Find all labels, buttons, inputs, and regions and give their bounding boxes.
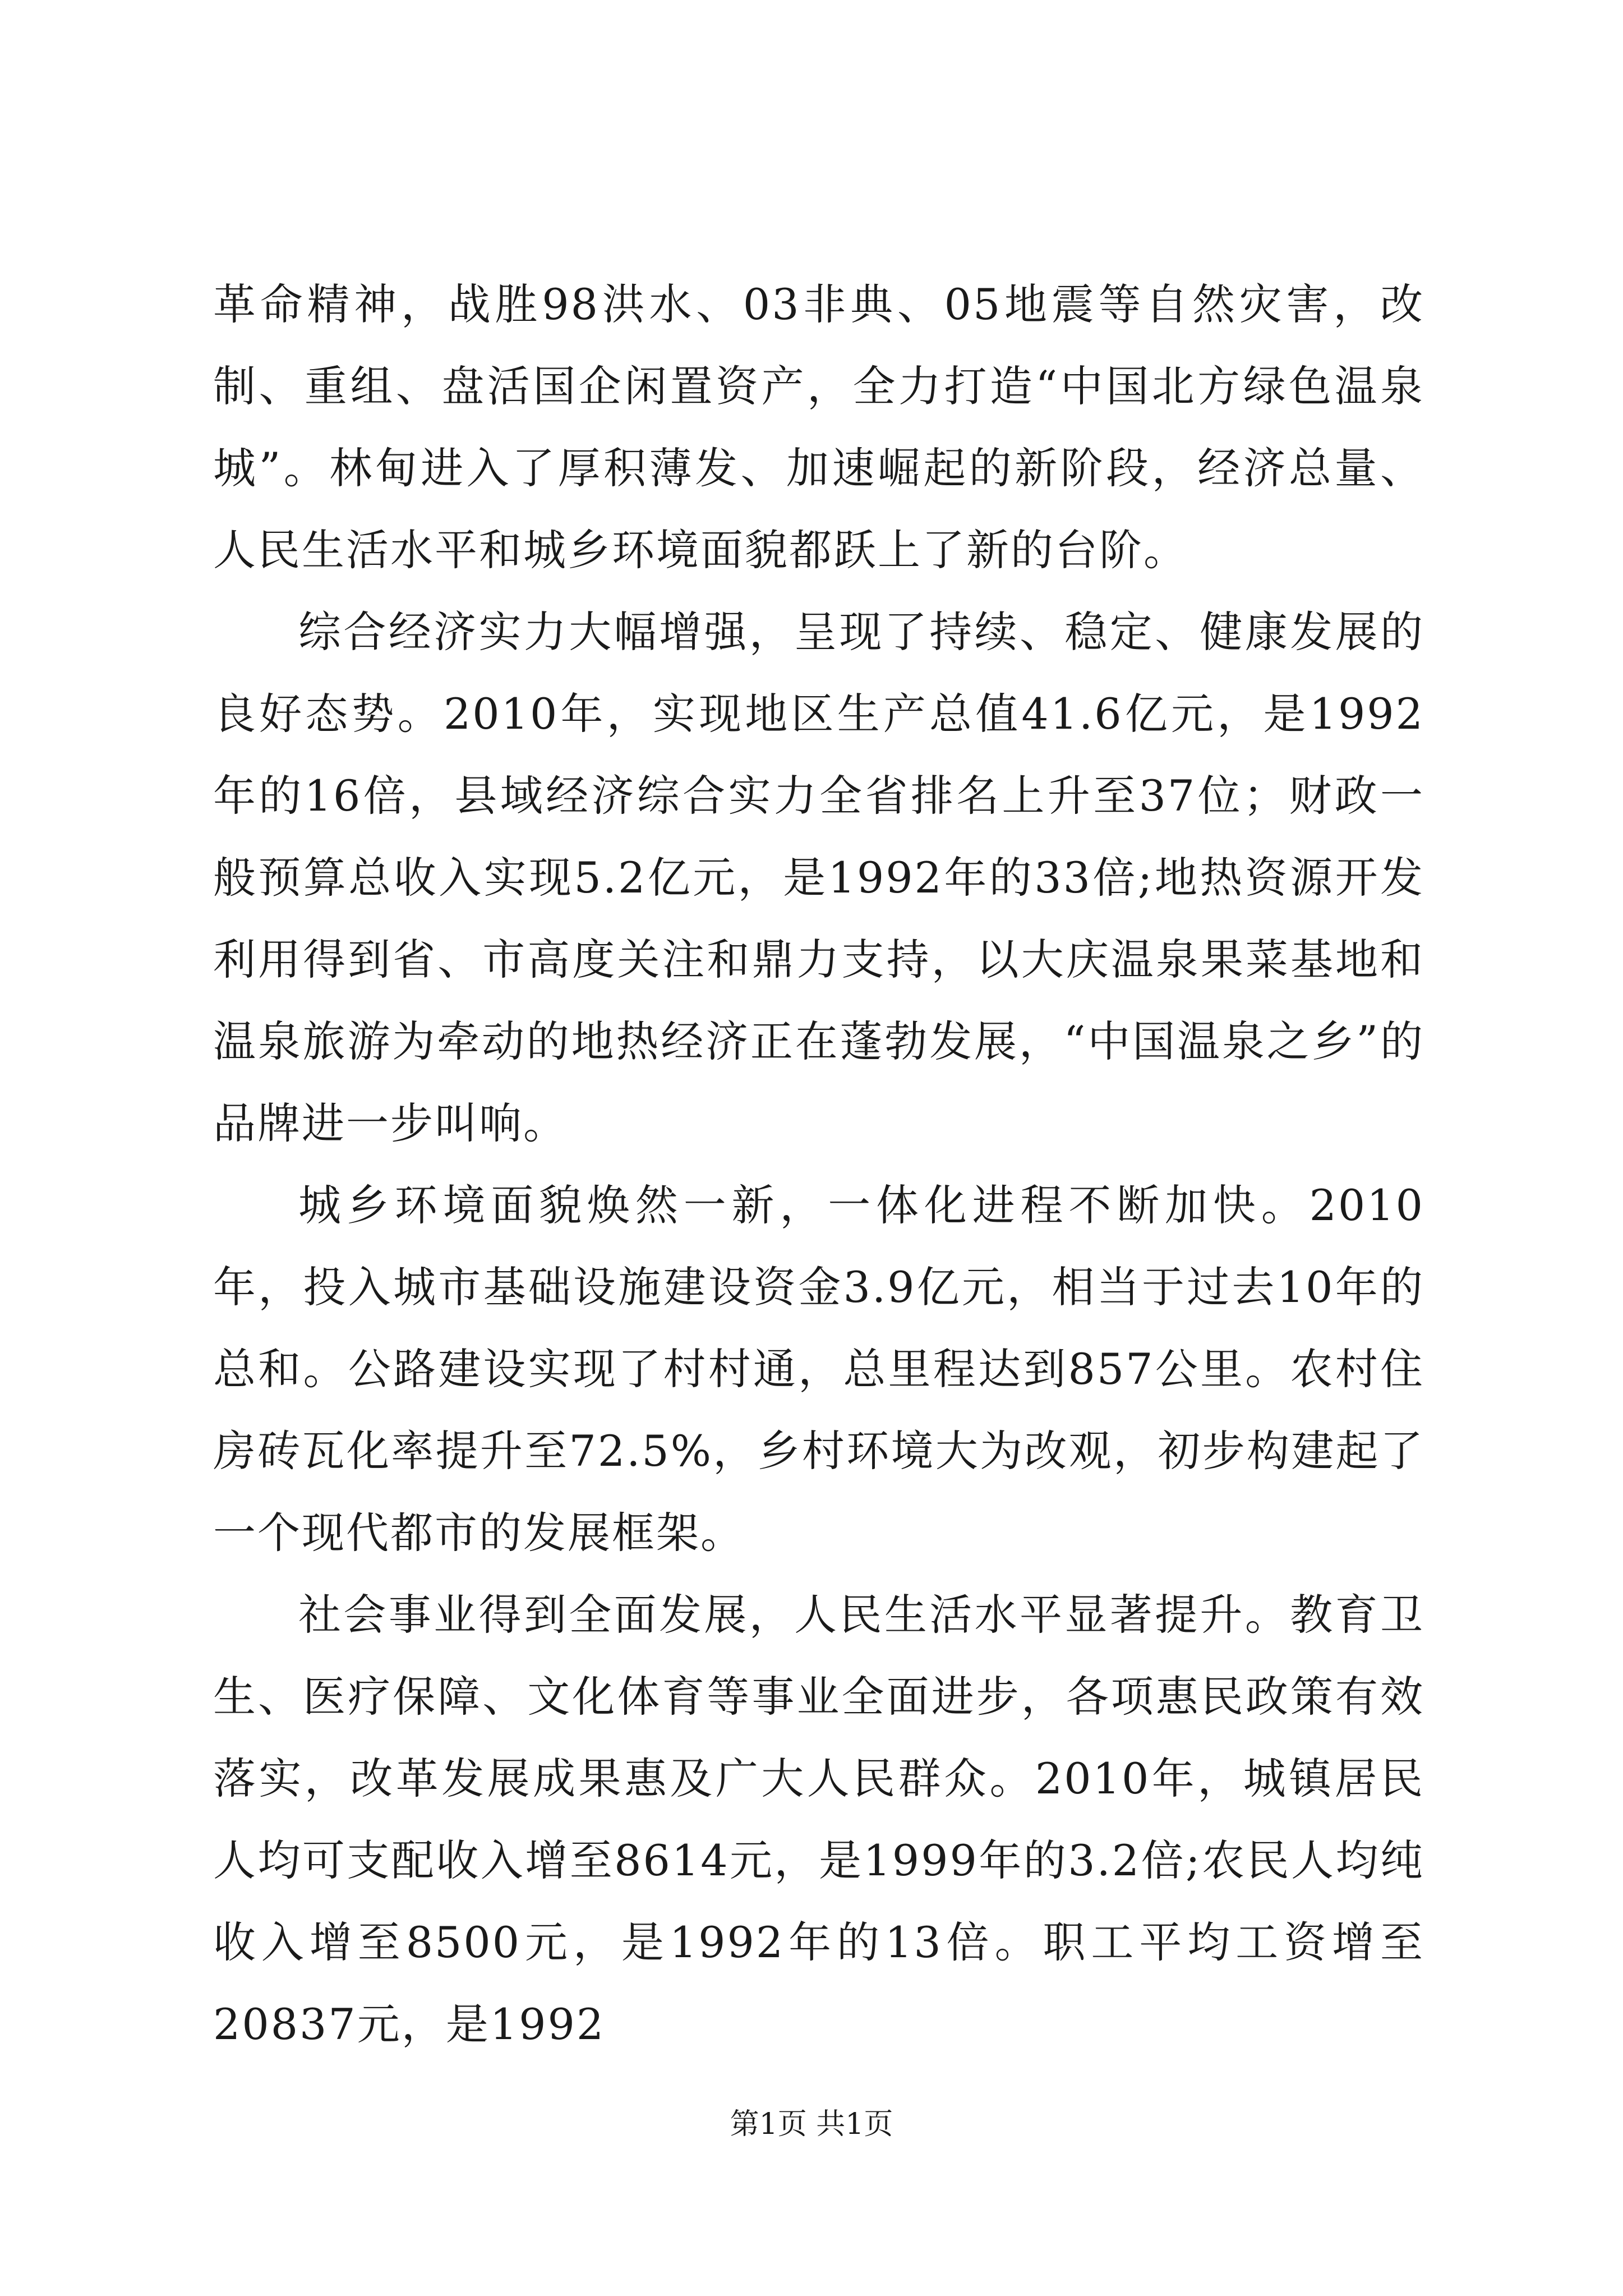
paragraph-economy: 综合经济实力大幅增强，呈现了持续、稳定、健康发展的良好态势。2010年，实现地区生产总值41.6亿元，是1992年的16倍，县域经济综合实力全省排名上升至37位；财政一般预算总收入实现5.2亿元，是1992年的33倍;地热资源开发利用得到省、市高度关注和鼎力支持，以大庆温泉果菜基地和温泉旅游为牵动的地热经济正在蓬勃发展，“中国温泉之乡”的品牌进一步叫响。 (213, 607, 1424, 1148)
document-body (213, 264, 1424, 2065)
paragraph-social: 社会事业得到全面发展，人民生活水平显著提升。教育卫生、医疗保障、文化体育等事业全面进步，各项惠民政策有效落实，改革发展成果惠及广大人民群众。2010年，城镇居民人均可支配收入增至8614元，是1999年的3.2倍;农民人均纯收入增至8500元，是1992年的13倍。职工平均工资增至20837元，是1992 (213, 1590, 1424, 2049)
paragraph-urban-rural: 城乡环境面貌焕然一新，一体化进程不断加快。2010年，投入城市基础设施建设资金3.9亿元，相当于过去10年的总和。公路建设实现了村村通，总里程达到857公里。农村住房砖瓦化率提升至72.5%，乡村环境大为改观，初步构建起了一个现代都市的发展框架。 (213, 1180, 1424, 1558)
page-footer: 第1页 共1页 (730, 2108, 893, 2141)
paragraph-continuation: 革命精神，战胜98洪水、03非典、05地震等自然灾害，改制、重组、盘活国企闲置资产，全力打造“中国北方绿色温泉城”。林甸进入了厚积薄发、加速崛起的新阶段，经济总量、人民生活水平和城乡环境面貌都跃上了新的台阶。 (213, 279, 1424, 575)
